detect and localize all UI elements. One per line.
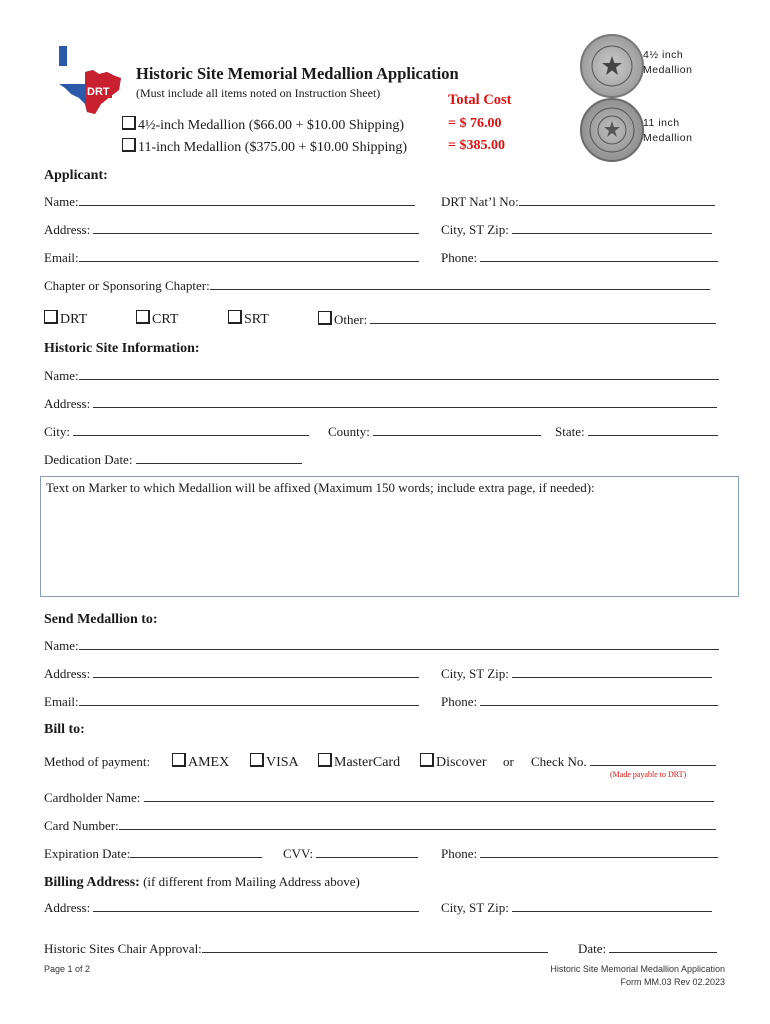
option2-total: = $385.00 bbox=[448, 138, 505, 153]
option2-checkbox[interactable] bbox=[122, 138, 136, 152]
check-no-label: Check No. bbox=[531, 754, 587, 769]
site-state-field[interactable] bbox=[588, 424, 718, 436]
applicant-drt-no-label: DRT Nat’l No: bbox=[441, 194, 519, 209]
page-number: Page 1 of 2 bbox=[44, 964, 91, 974]
visa-label: VISA bbox=[266, 755, 299, 770]
card-number-field[interactable] bbox=[119, 818, 716, 830]
option1-checkbox[interactable] bbox=[122, 116, 136, 130]
site-state-label: State: bbox=[555, 424, 585, 439]
chapter-label: Chapter or Sponsoring Chapter: bbox=[44, 278, 210, 293]
payment-method-label: Method of payment: bbox=[44, 754, 151, 769]
dedication-date-field[interactable] bbox=[136, 452, 302, 464]
card-number-label: Card Number: bbox=[44, 818, 119, 833]
applicant-email-field[interactable] bbox=[79, 250, 419, 262]
applicant-address-label: Address: bbox=[44, 222, 91, 237]
send-phone-label: Phone: bbox=[441, 694, 478, 709]
other-checkbox[interactable] bbox=[318, 311, 332, 325]
check-no-field[interactable] bbox=[590, 754, 716, 766]
marker-text-label: Text on Marker to which Medallion will be affixed (Maximum 150 words; include extra page, if needed): bbox=[46, 480, 595, 495]
mastercard-checkbox[interactable] bbox=[318, 753, 332, 767]
site-name-field[interactable] bbox=[79, 368, 719, 380]
crt-option-label: CRT bbox=[152, 312, 179, 327]
cvv-label: CVV: bbox=[283, 846, 314, 861]
site-address-label: Address: bbox=[44, 396, 91, 411]
cardholder-label: Cardholder Name: bbox=[44, 790, 141, 805]
medallion-small-label: 4½ inch Medallion bbox=[643, 49, 693, 76]
approval-date-field[interactable] bbox=[609, 941, 717, 953]
other-option-label: Other: bbox=[334, 312, 368, 327]
form-title: Historic Site Memorial Medallion Application bbox=[136, 64, 459, 83]
other-field[interactable] bbox=[370, 312, 716, 324]
applicant-name-label: Name: bbox=[44, 194, 79, 209]
applicant-drt-no-field[interactable] bbox=[519, 194, 715, 206]
site-county-field[interactable] bbox=[373, 424, 541, 436]
send-heading: Send Medallion to: bbox=[44, 612, 158, 627]
payable-note: (Made payable to DRT) bbox=[610, 770, 687, 779]
medallion-large-label: 11 inch Medallion bbox=[643, 117, 693, 144]
discover-label: Discover bbox=[436, 755, 487, 770]
discover-checkbox[interactable] bbox=[420, 753, 434, 767]
send-address-field[interactable] bbox=[93, 666, 419, 678]
applicant-name-field[interactable] bbox=[79, 194, 415, 206]
send-email-label: Email: bbox=[44, 694, 79, 709]
approval-field[interactable] bbox=[202, 941, 548, 953]
billing-city-field[interactable] bbox=[512, 900, 712, 912]
option2-label: 11-inch Medallion ($375.00 + $10.00 Shipping) bbox=[138, 140, 408, 155]
send-email-field[interactable] bbox=[79, 694, 419, 706]
billing-city-label: City, ST Zip: bbox=[441, 900, 509, 915]
amex-checkbox[interactable] bbox=[172, 753, 186, 767]
drt-checkbox[interactable] bbox=[44, 310, 58, 324]
srt-option-label: SRT bbox=[244, 312, 269, 327]
site-heading: Historic Site Information: bbox=[44, 341, 200, 356]
footer-form-title: Historic Site Memorial Medallion Application bbox=[550, 964, 725, 974]
applicant-heading: Applicant: bbox=[44, 168, 108, 183]
mastercard-label: MasterCard bbox=[334, 755, 401, 770]
applicant-phone-field[interactable] bbox=[480, 250, 718, 262]
site-city-field[interactable] bbox=[73, 424, 309, 436]
billing-address-label: Address: bbox=[44, 900, 91, 915]
applicant-city-field[interactable] bbox=[512, 222, 712, 234]
applicant-email-label: Email: bbox=[44, 250, 79, 265]
medallion-large-image bbox=[580, 98, 644, 162]
send-name-field[interactable] bbox=[79, 638, 719, 650]
chapter-field[interactable] bbox=[210, 278, 710, 290]
or-label: or bbox=[503, 754, 514, 769]
dedication-date-label: Dedication Date: bbox=[44, 452, 133, 467]
drt-option-label: DRT bbox=[60, 312, 88, 327]
send-name-label: Name: bbox=[44, 638, 79, 653]
approval-date-label: Date: bbox=[578, 941, 607, 956]
site-county-label: County: bbox=[328, 424, 370, 439]
send-address-label: Address: bbox=[44, 666, 91, 681]
option1-label: 4½-inch Medallion ($66.00 + $10.00 Shipping) bbox=[138, 118, 405, 133]
send-city-label: City, ST Zip: bbox=[441, 666, 509, 681]
billing-address-field[interactable] bbox=[93, 900, 419, 912]
expiration-label: Expiration Date: bbox=[44, 846, 131, 861]
visa-checkbox[interactable] bbox=[250, 753, 264, 767]
site-address-field[interactable] bbox=[93, 396, 717, 408]
billing-address-heading: Billing Address: bbox=[44, 875, 140, 890]
billing-address-note: (if different from Mailing Address above) bbox=[143, 874, 360, 889]
applicant-city-label: City, ST Zip: bbox=[441, 222, 509, 237]
option1-total: = $ 76.00 bbox=[448, 116, 502, 131]
applicant-address-field[interactable] bbox=[93, 222, 419, 234]
crt-checkbox[interactable] bbox=[136, 310, 150, 324]
form-subtitle: (Must include all items noted on Instruction Sheet) bbox=[136, 86, 381, 100]
bill-phone-label: Phone: bbox=[441, 846, 478, 861]
site-name-label: Name: bbox=[44, 368, 79, 383]
cardholder-field[interactable] bbox=[144, 790, 714, 802]
total-cost-label: Total Cost bbox=[448, 92, 512, 108]
amex-label: AMEX bbox=[188, 755, 230, 770]
drt-logo bbox=[55, 44, 127, 116]
send-city-field[interactable] bbox=[512, 666, 712, 678]
medallion-small-image bbox=[580, 34, 644, 98]
bill-phone-field[interactable] bbox=[480, 846, 718, 858]
bill-heading: Bill to: bbox=[44, 722, 85, 737]
logo-text: DRT bbox=[87, 86, 110, 98]
srt-checkbox[interactable] bbox=[228, 310, 242, 324]
applicant-phone-label: Phone: bbox=[441, 250, 478, 265]
expiration-field[interactable] bbox=[130, 846, 262, 858]
footer-form-number: Form MM.03 Rev 02.2023 bbox=[620, 977, 725, 987]
send-phone-field[interactable] bbox=[480, 694, 718, 706]
cvv-field[interactable] bbox=[316, 846, 418, 858]
approval-label: Historic Sites Chair Approval: bbox=[44, 941, 202, 956]
site-city-label: City: bbox=[44, 424, 71, 439]
